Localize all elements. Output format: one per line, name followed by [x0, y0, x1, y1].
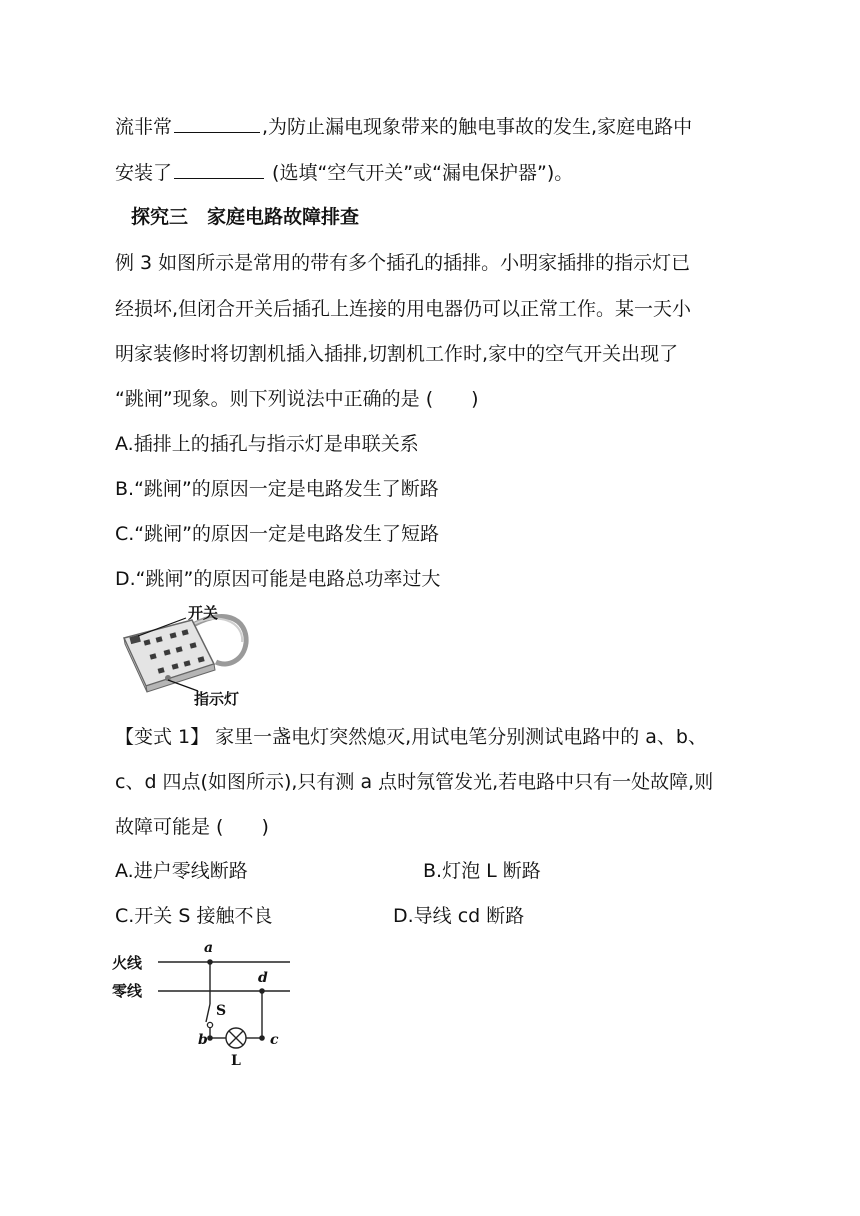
example3-line-3: 明家装修时将切割机插入插排,切割机工作时,家中的空气开关出现了 [115, 343, 679, 365]
circuit-diagram [110, 936, 300, 1072]
node-c [259, 1035, 265, 1041]
switch-label: 开关 [188, 604, 219, 622]
variant1-option-b: B.灯泡 L 断路 [423, 860, 541, 882]
blank-line-1 [115, 112, 692, 141]
variant1-line-1: 【变式 1】 家里一盏电灯突然熄灭,用试电笔分别测试电路中的 a、b、 [115, 726, 707, 748]
text-segment: 流非常 [115, 116, 173, 138]
variant1-option-d: D.导线 cd 断路 [393, 905, 525, 927]
label-d: d [258, 970, 268, 986]
switch-s [206, 1004, 210, 1022]
power-strip-figure [118, 598, 268, 710]
example3-option-c: C.“跳闸”的原因一定是电路发生了短路 [115, 523, 439, 545]
example3-line-4: “跳闸”现象。则下列说法中正确的是 ( ) [115, 388, 479, 410]
answer-blank-1[interactable] [174, 112, 260, 133]
example3-option-a: A.插排上的插孔与指示灯是串联关系 [115, 433, 419, 455]
label-a: a [204, 940, 214, 956]
variant1-line-3: 故障可能是 ( ) [115, 816, 269, 838]
blank-line-2 [115, 158, 573, 187]
node-d [259, 988, 265, 994]
switch-contact [207, 1022, 212, 1027]
label-c: c [270, 1032, 279, 1048]
label-b: b [198, 1032, 208, 1048]
live-wire-label: 火线 [112, 954, 143, 972]
label-s: S [216, 1003, 227, 1019]
variant1-line-2: c、d 四点(如图所示),只有测 a 点时氖管发光,若电路中只有一处故障,则 [115, 771, 714, 793]
text-segment: 安装了 [115, 162, 173, 184]
node-b [207, 1035, 213, 1041]
example3-line-1: 例 3 如图所示是常用的带有多个插孔的插排。小明家插排的指示灯已 [115, 252, 691, 274]
answer-blank-2[interactable] [174, 158, 264, 179]
label-l: L [231, 1053, 241, 1069]
section-heading: 探究三 家庭电路故障排查 [131, 206, 360, 228]
variant1-option-a: A.进户零线断路 [115, 860, 248, 882]
text-segment: (选填“空气开关”或“漏电保护器”)。 [266, 162, 574, 184]
example3-line-2: 经损坏,但闭合开关后插孔上连接的用电器仍可以正常工作。某一天小 [115, 298, 692, 320]
node-a [207, 959, 213, 965]
example3-option-d: D.“跳闸”的原因可能是电路总功率过大 [115, 568, 441, 590]
indicator-label: 指示灯 [194, 690, 240, 708]
text-segment: ,为防止漏电现象带来的触电事故的发生,家庭电路中 [262, 116, 693, 138]
example3-option-b: B.“跳闸”的原因一定是电路发生了断路 [115, 478, 439, 500]
neutral-wire-label: 零线 [112, 982, 143, 1000]
variant1-option-c: C.开关 S 接触不良 [115, 905, 273, 927]
